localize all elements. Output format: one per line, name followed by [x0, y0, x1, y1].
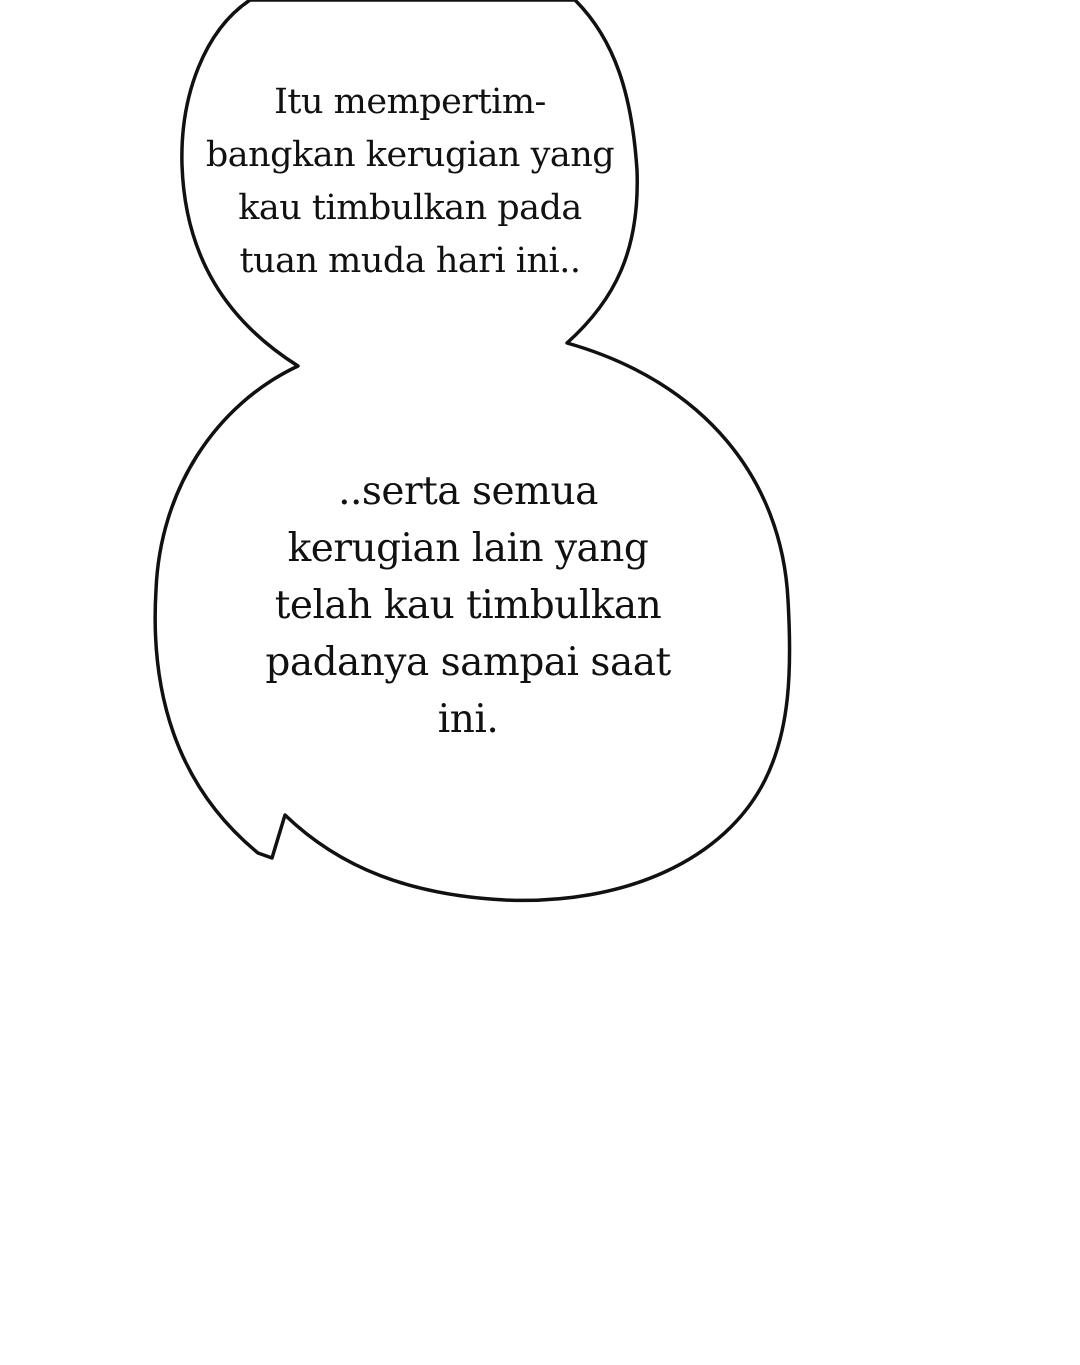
speech-bubble-text-bottom: [238, 463, 698, 748]
speech-line: tuan muda hari ini..: [239, 241, 581, 281]
speech-line: ini.: [437, 697, 499, 742]
speech-bubble-text-top: [190, 76, 630, 288]
speech-line: ..serta semua: [338, 469, 598, 514]
speech-line: kerugian lain yang: [287, 526, 649, 571]
speech-line: padanya sampai saat: [265, 640, 671, 685]
speech-line: Itu mempertim-: [274, 82, 546, 122]
speech-line: kau timbulkan pada: [238, 188, 582, 228]
speech-line: bangkan kerugian yang: [205, 135, 615, 175]
speech-line: telah kau timbulkan: [274, 583, 662, 628]
